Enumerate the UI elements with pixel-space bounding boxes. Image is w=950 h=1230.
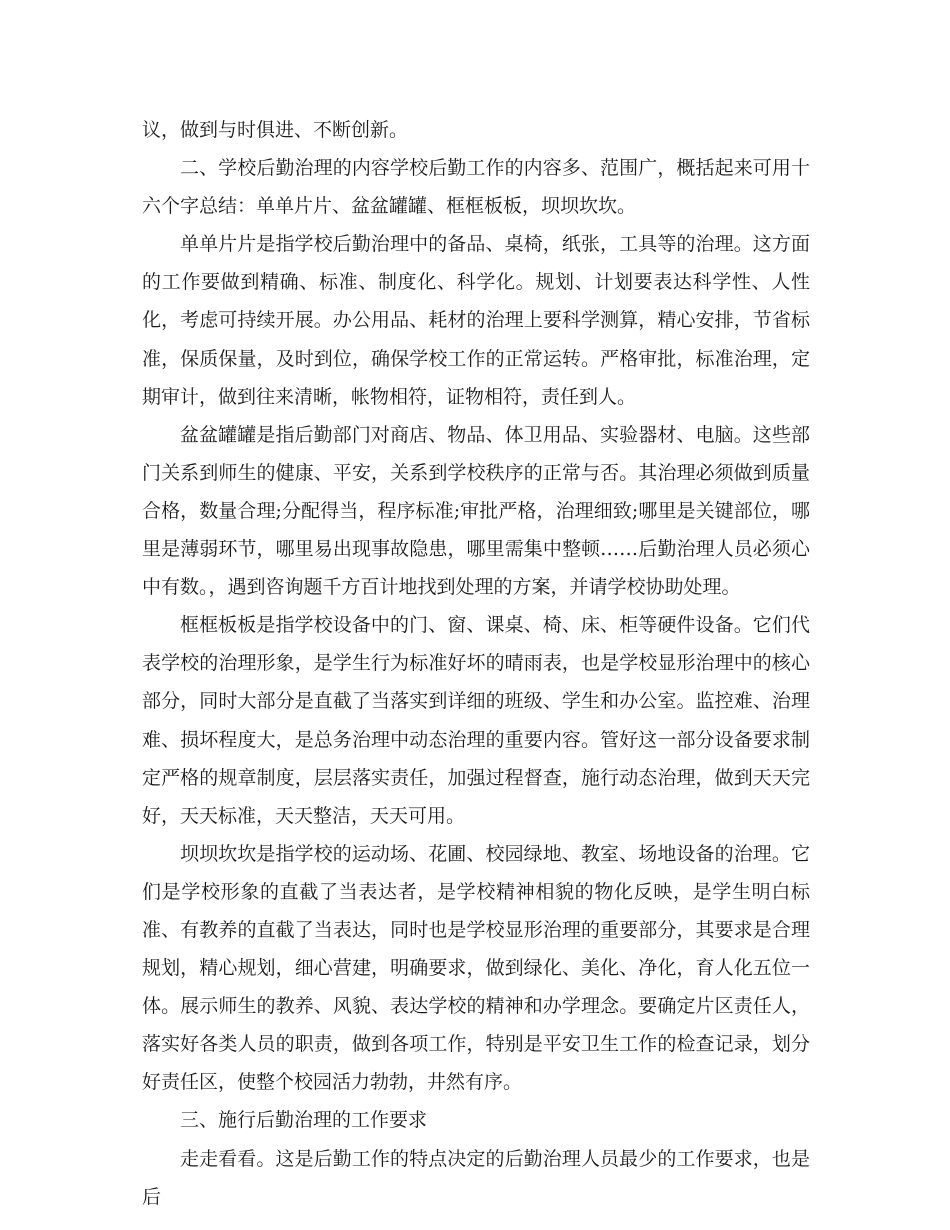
paragraph-dandan-pianpian: 单单片片是指学校后勤治理中的备品、桌椅，纸张，工具等的治理。这方面的工作要做到精确、标准、制度化、科学化。规划、计划要表达科学性、人性化，考虑可持续开展。办公用品、耗材的治理上要科学测算，精心安排，节省标准，保质保量，及时到位，确保学校工作的正常运转。严格审批，标准治理，定期审计，做到往来清晰，帐物相符，证物相符，责任到人。: [142, 233, 810, 408]
paragraph-continuation: 议，做到与时俱进、不断创新。: [142, 119, 409, 141]
paragraph-baba-kankan: 坝坝坎坎是指学校的运动场、花圃、校园绿地、教室、场地设备的治理。它们是学校形象的直截了当表达者，是学校精神相貌的物化反映，是学生明白标准、有教养的直截了当表达，同时也是学校显形治理的重要部分，其要求是合理规划，精心规划，细心营建，明确要求，做到绿化、美化、净化，育人化五位一体。展示师生的教养、风貌、表达学校的精神和办学理念。要确定片区责任人，落实好各类人员的职责，做到各项工作，特别是平安卫生工作的检查记录，划分好责任区，使整个校园活力勃勃，井然有序。: [142, 842, 810, 1094]
paragraph-kuangkuang-banban: 框框板板是指学校设备中的门、窗、课桌、椅、床、柜等硬件设备。它们代表学校的治理形象，是学生行为标准好坏的晴雨表，也是学校显形治理中的核心部分，同时大部分是直截了当落实到详细的班级、学生和办公室。监控难、治理难、损坏程度大，是总务治理中动态治理的重要内容。管好这一部分设备要求制定严格的规章制度，层层落实责任，加强过程督查，施行动态治理，做到天天完好，天天标准，天天整洁，天天可用。: [142, 614, 810, 827]
paragraph-walk-and-look: 走走看看。这是后勤工作的特点决定的后勤治理人员最少的工作要求，也是后: [142, 1147, 810, 1208]
paragraph-penpen-guanguan: 盆盆罐罐是指后勤部门对商店、物品、体卫用品、实验器材、电脑。这些部门关系到师生的健康、平安，关系到学校秩序的正常与否。其治理必须做到质量合格，数量合理;分配得当，程序标准;审批严格，治理细致;哪里是关键部位，哪里是薄弱环节，哪里易出现事故隐患，哪里需集中整顿……后勤治理人员必须心中有数。，遇到咨询题千方百计地找到处理的方案，并请学校协助处理。: [142, 423, 810, 599]
paragraph-section-three-heading: 三、施行后勤治理的工作要求: [180, 1109, 428, 1132]
paragraph-section-two-heading: 二、学校后勤治理的内容学校后勤工作的内容多、范围广，概括起来可用十六个字总结：单单片片、盆盆罐罐、框框板板，坝坝坎坎。: [142, 157, 810, 218]
document-body: [142, 111, 810, 1216]
